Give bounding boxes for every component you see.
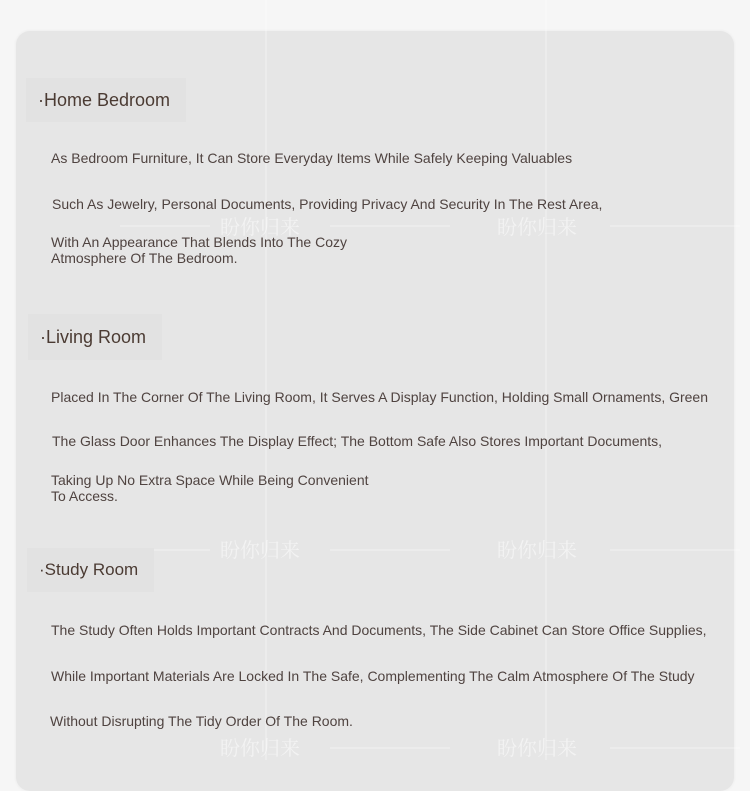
section-text-line: Placed In The Corner Of The Living Room, It Serves A Display Function, Holding Small Ornaments, Green — [51, 389, 709, 405]
watermark-text: 盼你归来 — [220, 538, 300, 562]
section-heading-home-bedroom: ·Home Bedroom — [26, 78, 186, 122]
watermark-text: 盼你归来 — [497, 538, 577, 562]
section-text-line: Atmosphere Of The Bedroom. — [51, 250, 238, 266]
section-text-line: To Access. — [51, 488, 118, 504]
section-text-line: The Glass Door Enhances The Display Effect; The Bottom Safe Also Stores Important Documents, — [52, 433, 663, 449]
section-text-tail — [51, 472, 369, 504]
section-text-line: The Study Often Holds Important Contracts And Documents, The Side Cabinet Can Store Office Supplies, — [51, 622, 707, 638]
section-text-line: As Bedroom Furniture, It Can Store Everyday Items While Safely Keeping Valuables — [51, 150, 573, 166]
section-text-tail — [51, 234, 347, 266]
watermark-text: 盼你归来 — [497, 736, 577, 760]
watermark-text: 盼你归来 — [497, 215, 577, 239]
section-text-line: Taking Up No Extra Space While Being Convenient — [51, 472, 369, 488]
section-text-line: Without Disrupting The Tidy Order Of The Room. — [50, 713, 353, 729]
section-text-line: While Important Materials Are Locked In The Safe, Complementing The Calm Atmosphere Of The Study — [51, 668, 695, 684]
section-text-line: Such As Jewelry, Personal Documents, Providing Privacy And Security In The Rest Area, — [52, 196, 603, 212]
section-heading-living-room: ·Living Room — [28, 314, 162, 360]
watermark-text: 盼你归来 — [220, 215, 300, 239]
section-text-line: With An Appearance That Blends Into The Cozy — [51, 234, 347, 250]
section-heading-study-room: ·Study Room — [27, 548, 154, 592]
watermark-text: 盼你归来 — [220, 736, 300, 760]
